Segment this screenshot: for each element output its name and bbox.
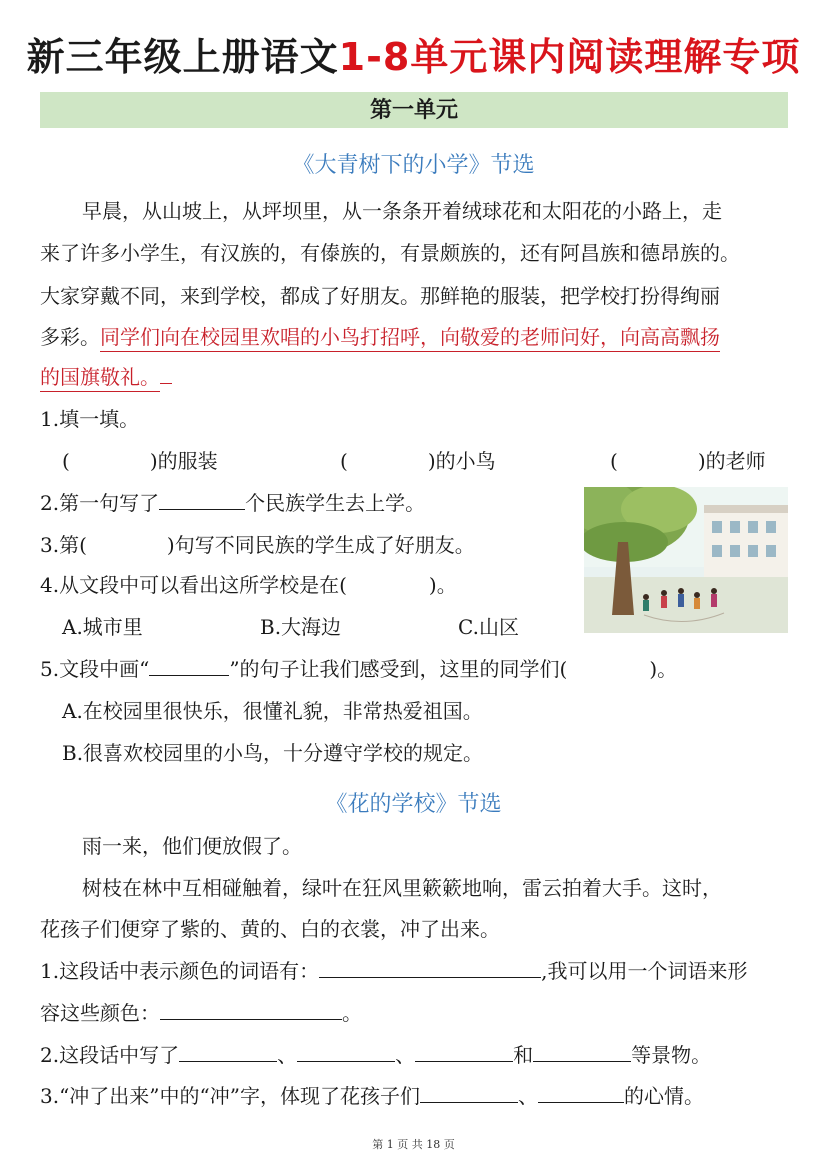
school-illustration-image (584, 487, 788, 633)
passage2-line1: 雨一来，他们便放假了。 (82, 834, 302, 858)
underline-tail (160, 381, 172, 384)
answer-blank[interactable] (415, 1043, 513, 1062)
question2-1: 1.这段话中表示颜色的词语有： ,我可以用一个词语来形 (40, 959, 748, 983)
school-illustration (584, 487, 788, 633)
page-title (0, 26, 827, 81)
answer-blank[interactable] (159, 491, 245, 510)
question2-1-cont: 容这些颜色： 。 (40, 1001, 362, 1025)
question1-3: 3.第( )句写不同民族的学生成了好朋友。 (40, 533, 475, 557)
question1-5: 5.文段中画“ ”的句子让我们感受到，这里的同学们( )。 (40, 657, 678, 681)
unit-header: 第一单元 (40, 92, 788, 128)
fill-item-3-text: 的老师 (705, 449, 766, 473)
title-part2: 1-8单元课内阅读理解专项 (338, 35, 801, 79)
fill-item-1-text: 的服装 (157, 449, 218, 473)
fill-item-2-text: 的小鸟 (435, 449, 496, 473)
question1-1: 1.填一填。 (40, 407, 140, 431)
passage1-line2: 来了许多小学生，有汉族的，有傣族的，有景颇族的，还有阿昌族和德昂族的。 (40, 241, 740, 265)
question2-3: 3.“冲了出来”中的“冲”字，体现了花孩子们 、 的心情。 (40, 1084, 704, 1108)
q5-option-a[interactable]: A.在校园里很快乐，很懂礼貌，非常热爱祖国。 (62, 699, 483, 723)
answer-blank[interactable] (420, 1084, 518, 1103)
passage2-line2: 树枝在林中互相碰触着，绿叶在狂风里簌簌地响，雷云拍着大手。这时， (82, 876, 722, 900)
q5-option-b[interactable]: B.很喜欢校园里的小鸟，十分遵守学校的规定。 (62, 741, 484, 765)
answer-blank[interactable] (538, 1084, 624, 1103)
page-footer: 第 1 页 共 18 页 (372, 1138, 455, 1151)
fill-item-2: ( )的小鸟 (340, 449, 496, 473)
question2-2: 2.这段话中写了 、 、 和 等景物。 (40, 1043, 712, 1067)
answer-blank[interactable] (297, 1043, 395, 1062)
section1-title: 《大青树下的小学》节选 (292, 153, 535, 178)
answer-blank[interactable] (160, 1001, 342, 1020)
passage1-line1: 早晨，从山坡上，从坪坝里，从一条条开着绒球花和太阳花的小路上，走 (82, 199, 722, 223)
answer-blank[interactable] (179, 1043, 277, 1062)
question1-4: 4.从文段中可以看出这所学校是在( )。 (40, 573, 457, 597)
question1-2: 2.第一句写了 个民族学生去上学。 (40, 491, 426, 515)
title-part1: 新三年级上册语文 (26, 35, 339, 79)
underlined-sentence-part1: 同学们向在校园里欢唱的小鸟打招呼，向敬爱的老师问好，向高高飘扬 (100, 325, 720, 352)
fill-item-3: ( )的老师 (610, 449, 766, 473)
passage1-line4-black: 多彩。 (40, 325, 100, 349)
section2-title: 《花的学校》节选 (325, 792, 502, 817)
passage1-line5 (40, 361, 172, 390)
underlined-sentence-part2: 的国旗敬礼。 (40, 365, 160, 392)
answer-blank[interactable] (149, 657, 229, 676)
passage1-line3: 大家穿戴不同，来到学校，都成了好朋友。那鲜艳的服装，把学校打扮得绚丽 (40, 284, 720, 308)
answer-blank[interactable] (533, 1043, 631, 1062)
fill-item-1: ( )的服装 (62, 449, 218, 473)
q4-option-a[interactable]: A.城市里 (62, 615, 143, 639)
q4-option-b[interactable]: B.大海边 (260, 615, 342, 639)
passage1-line4 (40, 321, 720, 350)
passage2-line3: 花孩子们便穿了紫的、黄的、白的衣裳，冲了出来。 (40, 917, 500, 941)
q4-option-c[interactable]: C.山区 (458, 615, 519, 639)
answer-blank[interactable] (319, 959, 541, 978)
